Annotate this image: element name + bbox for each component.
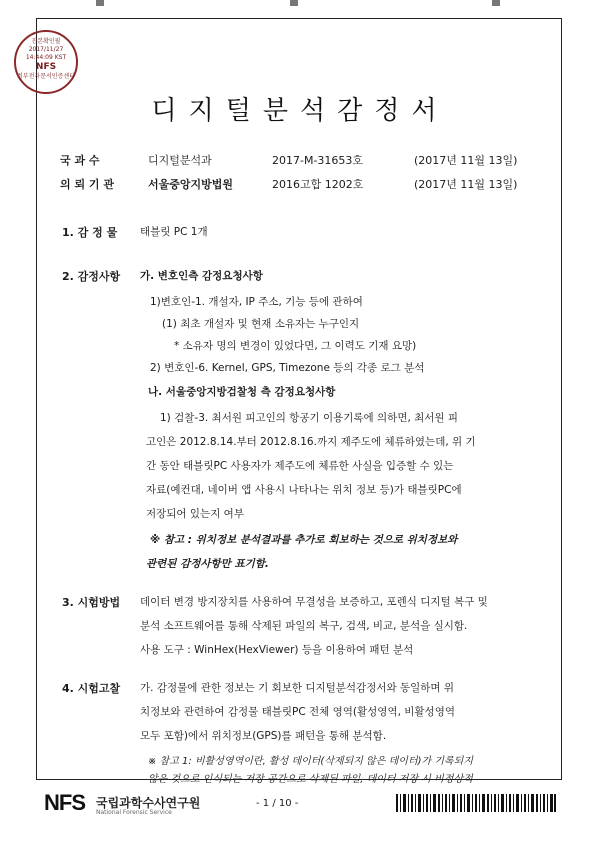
- section2-a-title: 가. 변호인측 감정요청사항: [140, 270, 263, 282]
- section2-b1-line3: 간 동안 태블릿PC 사용자가 제주도에 체류한 사실을 입증할 수 있는: [146, 460, 454, 472]
- department-name: 디지털분석과: [148, 154, 212, 167]
- section2-b1-line2: 고인은 2012.8.14.부터 2012.8.16.까지 제주도에 체류하였는데, 위 기: [146, 436, 476, 448]
- section1-text: 태블릿 PC 1개: [140, 226, 208, 238]
- page-number: - 1 / 10 -: [256, 798, 299, 809]
- section2-b1-line4: 자료(예컨대, 네이버 앱 사용시 나타나는 위치 정보 등)가 태블릿PC에: [146, 484, 462, 496]
- authentication-seal: [14, 30, 78, 94]
- section2-a1: 1)변호인-1. 개설자, IP 주소, 기능 등에 관하여: [150, 296, 363, 308]
- section3-line3: 사용 도구 : WinHex(HexViewer) 등을 이용하여 패턴 분석: [140, 644, 414, 656]
- document-frame: [36, 18, 562, 780]
- department-row: [60, 152, 540, 168]
- section2-note-line2: 관련된 감정사항만 표기함.: [146, 558, 269, 570]
- section4-line1: 가. 감정물에 관한 정보는 기 회보한 디지털분석감정서와 동일하며 위: [140, 682, 455, 694]
- seal-bottom-text: 정부전자문서인증센터: [17, 73, 75, 80]
- institute-name-en: National Forensic Service: [96, 809, 172, 816]
- scan-marks: [0, 0, 600, 12]
- section2-label: 2. 감정사항: [62, 270, 121, 283]
- section3-label: 3. 시험방법: [62, 596, 121, 609]
- case-number: 2017-M-31653호: [272, 154, 364, 167]
- section2-a2: 2) 변호인-6. Kernel, GPS, Timezone 등의 각종 로그 분석: [150, 362, 425, 374]
- department-label: 국 과 수: [60, 154, 100, 167]
- requester-row: [60, 176, 540, 192]
- section4-line2: 치정보와 관련하여 감정물 태블릿PC 전체 영역(활성영역, 비활성영역: [140, 706, 455, 718]
- seal-center: NFS: [35, 62, 57, 72]
- requester-label: 의 뢰 기 관: [60, 178, 114, 191]
- seal-time: 14:44:09 KST: [25, 54, 67, 61]
- requester-name: 서울중앙지방법원: [148, 178, 234, 191]
- section2-b-title: 나. 서울중앙지방검찰청 측 감정요청사항: [148, 386, 336, 398]
- nfs-logo: NFS: [44, 790, 85, 815]
- section4-note-line1: ※ 참고 1: 비활성영역이란, 활성 데이터(삭제되지 않은 데이터)가 기록되지: [148, 756, 474, 767]
- section2-b1-line1: 1) 검찰-3. 최서원 피고인의 항공기 이용기록에 의하면, 최서원 피: [160, 412, 459, 424]
- section1-label: 1. 감 정 물: [62, 226, 118, 239]
- section4-label: 4. 시험고찰: [62, 682, 121, 695]
- section2-b1-line5: 저장되어 있는지 여부: [146, 508, 244, 520]
- document-title: 디지털분석감정서: [151, 96, 449, 126]
- section2-a1-1: (1) 최초 개설자 및 현재 소유자는 누구인지: [162, 318, 360, 330]
- court-case-number: 2016고합 1202호: [272, 178, 364, 191]
- barcode-icon: [396, 794, 556, 812]
- requester-date: (2017년 11월 13일): [414, 178, 518, 191]
- seal-date: 2017/11/27: [28, 46, 64, 53]
- section2-note-line1: ※ 참고 : 위치정보 분석결과를 추가로 회보하는 것으로 위치정보와: [150, 534, 458, 546]
- section4-note-line2: 않은 것으로 인식되는 저장 공간으로 삭제된 파일, 데이터 저장 시 비정상적: [148, 774, 473, 785]
- institute-name: 국립과학수사연구원: [96, 796, 201, 810]
- section3-line2: 분석 소프트웨어를 통해 삭제된 파일의 복구, 검색, 비교, 분석을 실시함.: [140, 620, 468, 632]
- section3-line1: 데이터 변경 방지장치를 사용하여 무결성을 보증하고, 포렌식 디지털 복구 및: [140, 596, 488, 608]
- page-footer: [36, 788, 560, 820]
- seal-top-text: 진본확인필: [31, 38, 61, 45]
- department-date: (2017년 11월 13일): [414, 154, 518, 167]
- section4-line3: 모두 포함)에서 위치정보(GPS)를 패턴을 통해 분석함.: [140, 730, 387, 742]
- section2-a1-note: * 소유자 명의 변경이 있었다면, 그 이력도 기재 요망): [174, 340, 417, 352]
